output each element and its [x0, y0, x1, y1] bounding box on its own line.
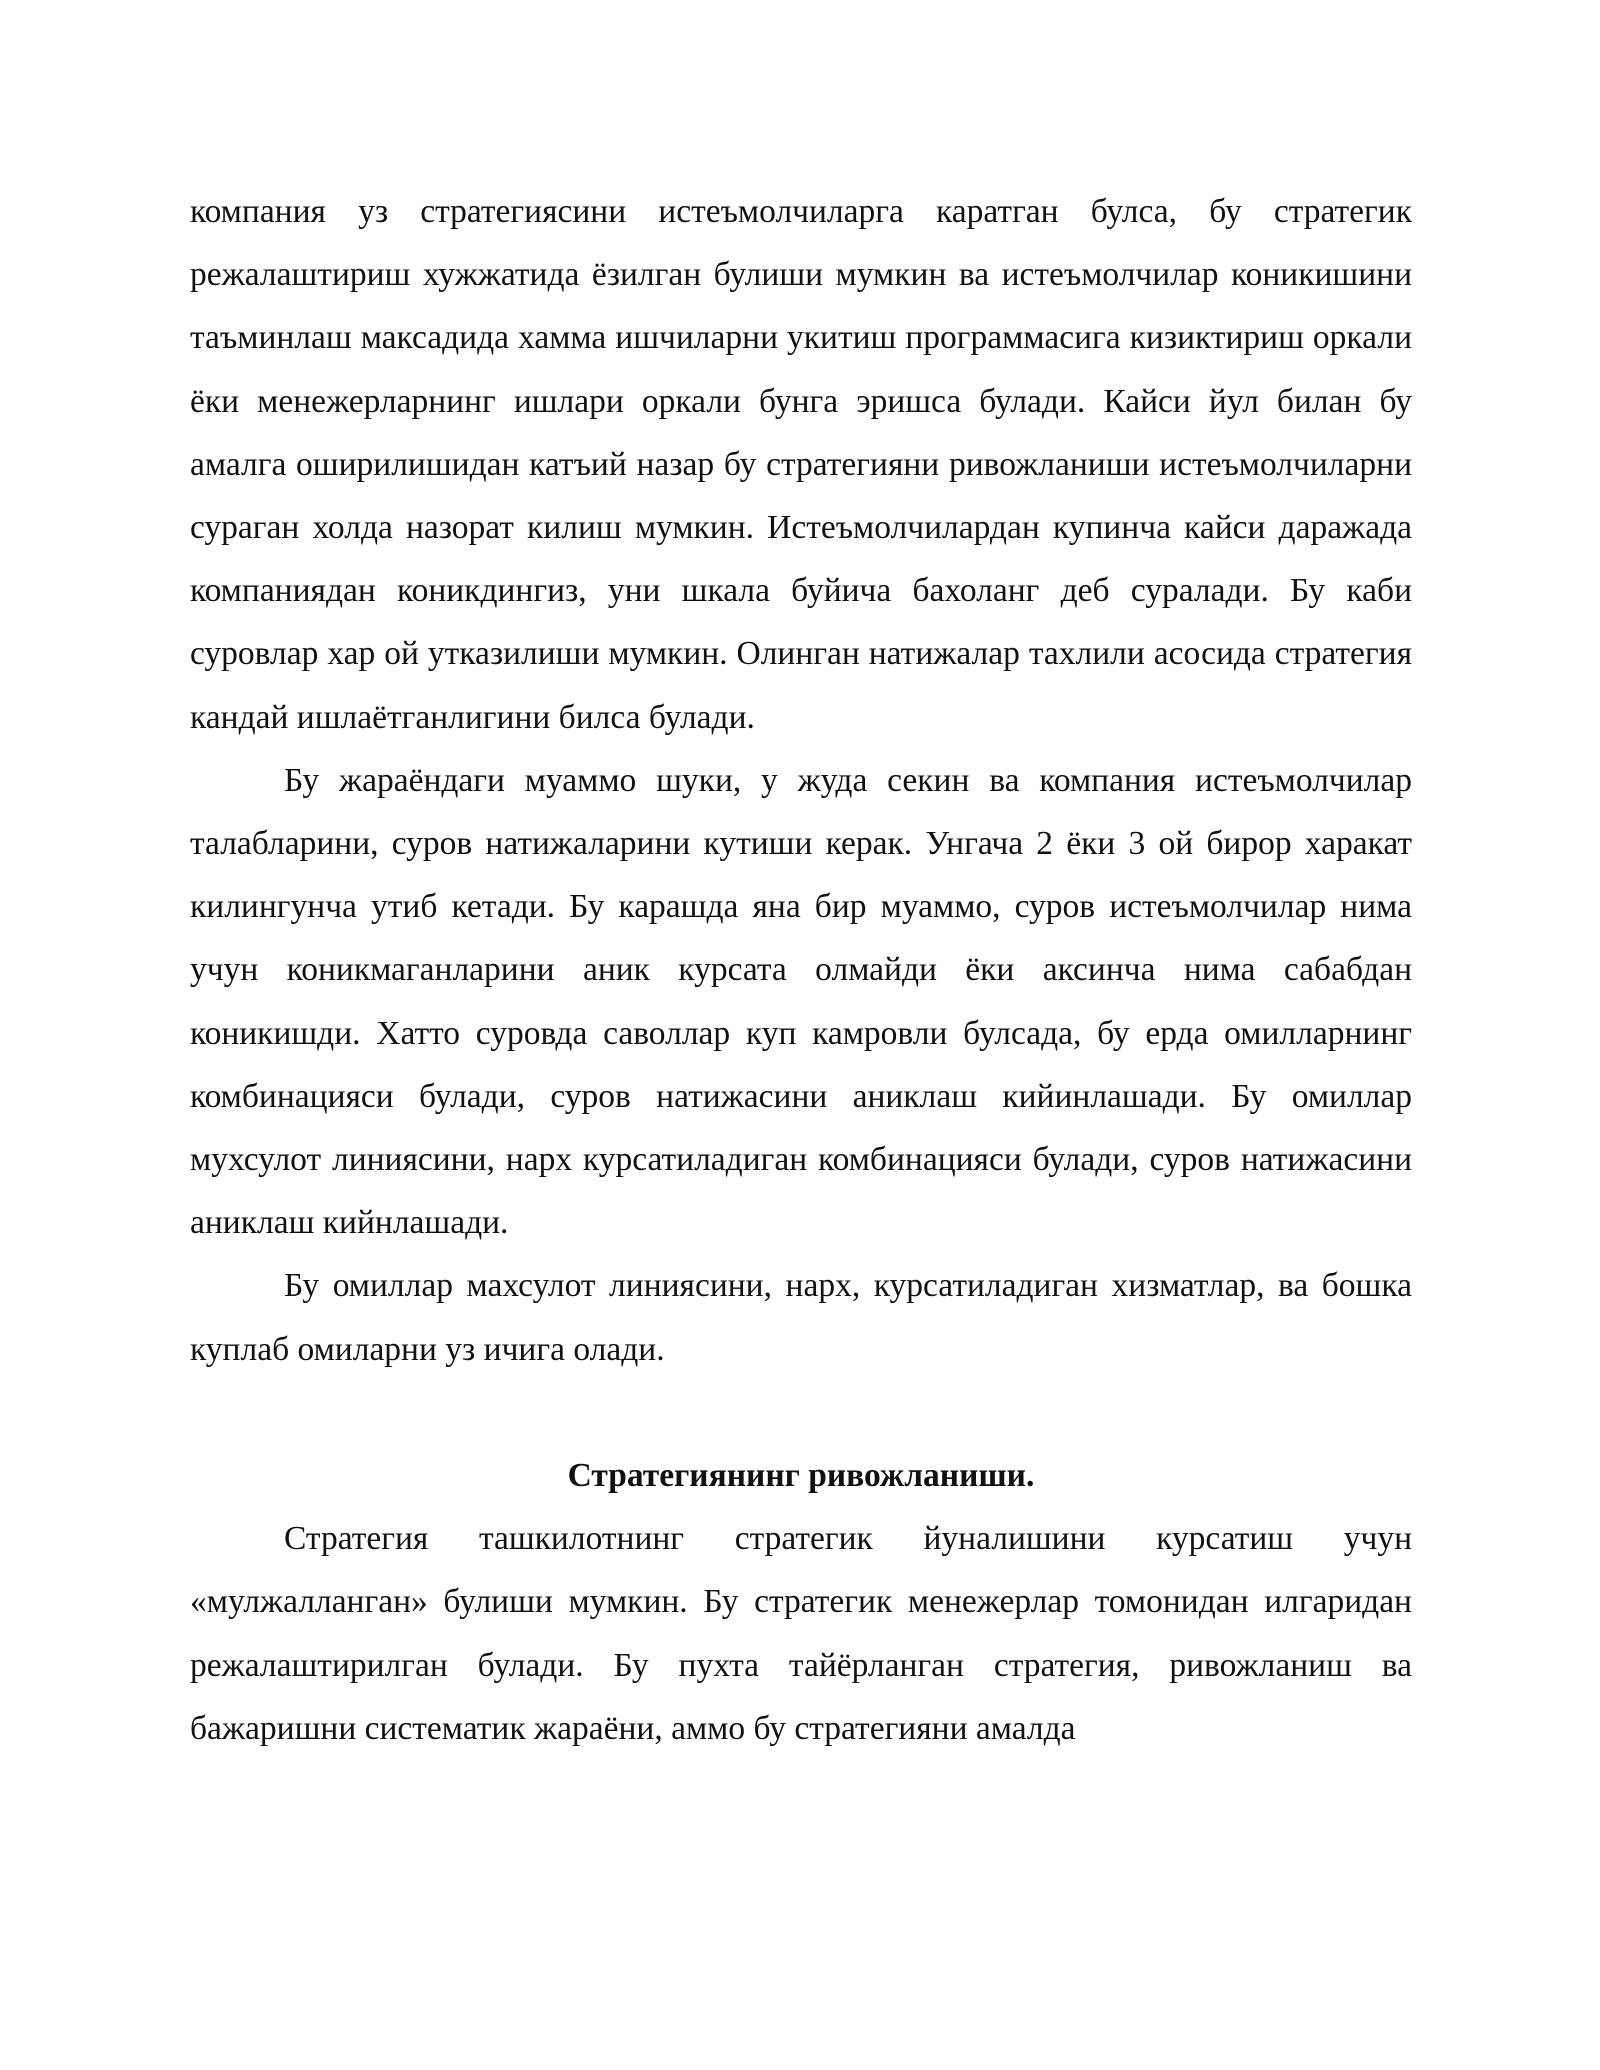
- blank-line: [190, 1381, 1412, 1444]
- section-heading: Стратегиянинг ривожланиши.: [567, 1457, 1035, 1495]
- paragraph-4: Стратегия ташкилотнинг стратегик йуналишини курсатиш учун «мулжалланган» булиши мумкин. Бу стратегик менежерлар томонидан илгаридан режалаштирилган булади. Бу пухта тайёрланган стратегия, ривожланиш ва бажаришни систематик жараёни, аммо бу стратегияни амалда: [190, 1520, 1412, 1747]
- paragraph-3: Бу омиллар махсулот линиясини, нарх, курсатиладиган хизматлар, ва бошка куплаб омиларни уз ичига олади.: [190, 1267, 1412, 1368]
- paragraph-2: Бу жараёндаги муаммо шуки, у жуда секин ва компания истеъмолчилар талабларини, суров натижаларини кутиши керак. Унгача 2 ёки 3 ой бирор харакат килингунча утиб кетади. Бу карашда яна бир муаммо, суров истеъмолчилар нима учун коникмаганларини аник курсата олмайди ёки аксинча нима сабабдан коникишди. Хатто суровда саволлар куп камровли булсада, бу ерда омилларнинг комбинацияси булади, суров натижасини аниклаш кийинлашади. Бу омиллар мухсулот линиясини, нарх курсатиладиган комбинацияси булади, суров натижасини аниклаш кийнлашади.: [190, 761, 1412, 1242]
- paragraph-1: компания уз стратегиясини истеъмолчиларга каратган булса, бу стратегик режалаштириш хужжатида ёзилган булиши мумкин ва истеъмолчилар коникишини таъминлаш максадида хамма ишчиларни укитиш программасига кизиктириш оркали ёки менежерларнинг ишлари оркали бунга эришса булади. Кайси йул билан бу амалга оширилишидан катъий назар бу стратегияни ривожланиши истеъмолчиларни сураган холда назорат килиш мумкин. Истеъмолчилардан купинча кайси даражада компаниядан коникдингиз, уни шкала буйича бахоланг деб суралади. Бу каби суровлар хар ой утказилиши мумкин. Олинган натижалар тахлили асосида стратегия кандай ишлаётганлигини билса булади.: [190, 193, 1412, 736]
- document-body: [190, 180, 1412, 1760]
